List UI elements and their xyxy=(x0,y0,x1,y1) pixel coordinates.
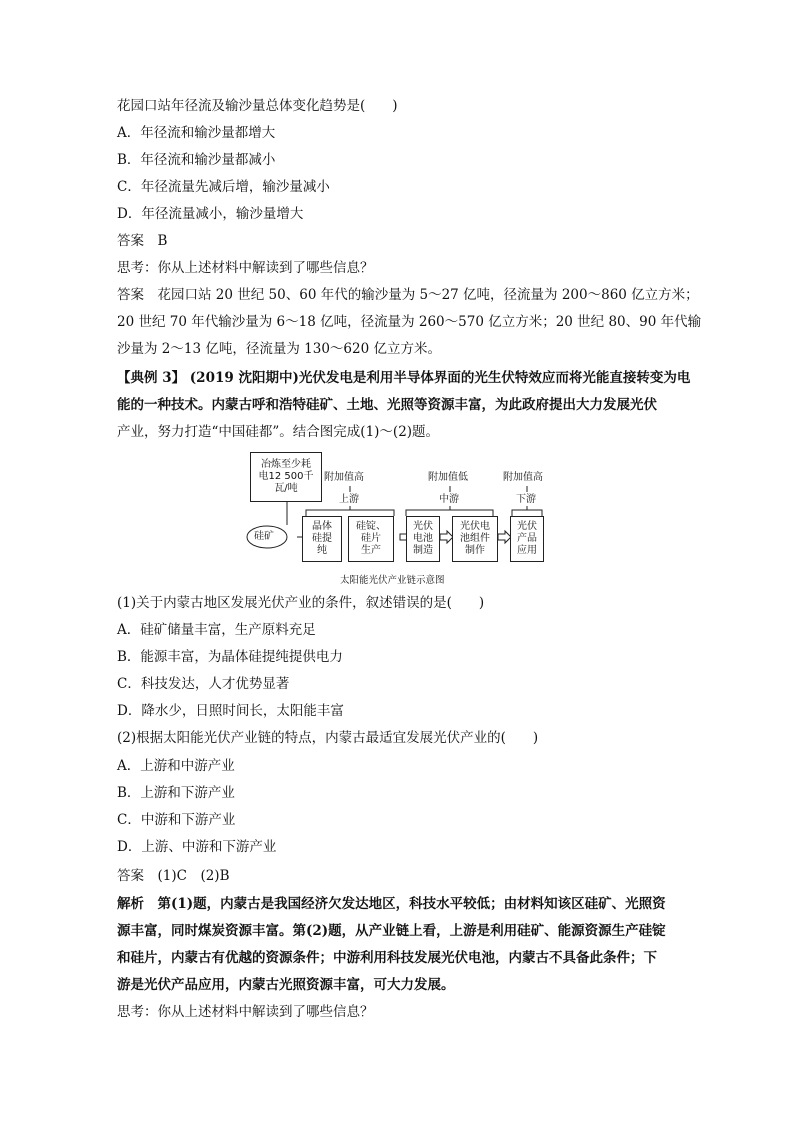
question-stem: 花园口站年径流及输沙量总体变化趋势是( ) xyxy=(117,98,398,114)
downstream-value-label: 附加值高 xyxy=(503,472,543,483)
process-box-product-application: 光伏 产品 应用 xyxy=(510,516,544,562)
answer: 答案 B xyxy=(117,233,168,249)
analysis-line-3: 和硅片，内蒙古有优越的资源条件；中游利用科技发展光伏电池，内蒙古不具备此条件；下 xyxy=(117,950,657,966)
analysis-line-1: 解析 第(1)题，内蒙古是我国经济欠发达地区，科技水平较低；由材料知该区硅矿、光照资 xyxy=(117,896,666,912)
upstream-value-label: 附加值高 xyxy=(324,472,364,483)
think-question-2: 思考：你从上述材料中解读到了哪些信息？ xyxy=(117,1004,374,1020)
q1-option-d: D．降水少，日照时间长，太阳能丰富 xyxy=(117,703,344,719)
analysis-line-2: 源丰富，同时煤炭资源丰富。第(2)题，从产业链上看，上游是利用硅矿、能源资源生产硅锭 xyxy=(117,923,666,939)
think-question: 思考：你从上述材料中解读到了哪些信息？ xyxy=(117,260,374,276)
option-a: A．年径流和输沙量都增大 xyxy=(117,125,276,141)
q1-stem: (1)关于内蒙古地区发展光伏产业的条件，叙述错误的是( ) xyxy=(117,595,485,611)
diagram-caption: 太阳能光伏产业链示意图 xyxy=(340,575,445,586)
ore-label: 硅矿 xyxy=(254,531,274,542)
think-answer-line-3: 沙量为 2～13 亿吨，径流量为 130～620 亿立方米。 xyxy=(117,341,441,357)
q2-option-d: D．上游、中游和下游产业 xyxy=(117,839,277,855)
think-answer-line-1: 答案 花园口站 20 世纪 50、60 年代的输沙量为 5～27 亿吨，径流量为 200～860 亿立方米； xyxy=(117,287,699,303)
process-box-module-making: 光伏电 池组件 制作 xyxy=(452,516,498,562)
example-3-line-2: 能的一种技术。内蒙古呼和浩特硅矿、土地、光照等资源丰富，为此政府提出大力发展光伏 xyxy=(117,397,657,413)
option-c: C．年径流量先减后增，输沙量减小 xyxy=(117,179,330,195)
analysis-line-4: 游是光伏产品应用，内蒙古光照资源丰富，可大力发展。 xyxy=(117,977,455,993)
q2-option-c: C．中游和下游产业 xyxy=(117,812,236,828)
downstream-label: 下游 xyxy=(516,494,536,505)
think-answer-line-2: 20 世纪 70 年代输沙量为 6～18 亿吨，径流量为 260～570 亿立方米；20 世纪 80、90 年代输 xyxy=(117,314,702,330)
example-3-line-1: 【典例 3】 (2019 沈阳期中)光伏发电是利用半导体界面的光生伏特效应而将光能直接转变为电 xyxy=(117,370,691,386)
q2-option-a: A．上游和中游产业 xyxy=(117,758,235,774)
energy-consumption-box: 冶炼至少耗 电12 500千 瓦/吨 xyxy=(250,452,322,502)
process-box-silicon-purification: 晶体 硅提 纯 xyxy=(302,516,342,562)
answers: 答案 (1)C (2)B xyxy=(117,868,230,884)
process-box-cell-manufacturing: 光伏 电池 制造 xyxy=(406,516,440,562)
midstream-label: 中游 xyxy=(439,494,459,505)
example-3-line-3: 产业，努力打造“中国硅都”。结合图完成(1)～(2)题。 xyxy=(117,424,440,440)
q1-option-c: C．科技发达，人才优势显著 xyxy=(117,676,290,692)
option-d: D．年径流量减小，输沙量增大 xyxy=(117,206,304,222)
q2-stem: (2)根据太阳能光伏产业链的特点，内蒙古最适宜发展光伏产业的( ) xyxy=(117,730,539,746)
process-box-ingot-wafer: 硅锭、 硅片 生产 xyxy=(348,516,394,562)
upstream-label: 上游 xyxy=(339,494,359,505)
option-b: B．年径流和输沙量都减小 xyxy=(117,152,276,168)
q2-option-b: B．上游和下游产业 xyxy=(117,785,235,801)
pv-industry-chain-diagram xyxy=(240,450,560,588)
midstream-value-label: 附加值低 xyxy=(428,472,468,483)
q1-option-b: B．能源丰富，为晶体硅提纯提供电力 xyxy=(117,649,343,665)
q1-option-a: A．硅矿储量丰富，生产原料充足 xyxy=(117,622,316,638)
